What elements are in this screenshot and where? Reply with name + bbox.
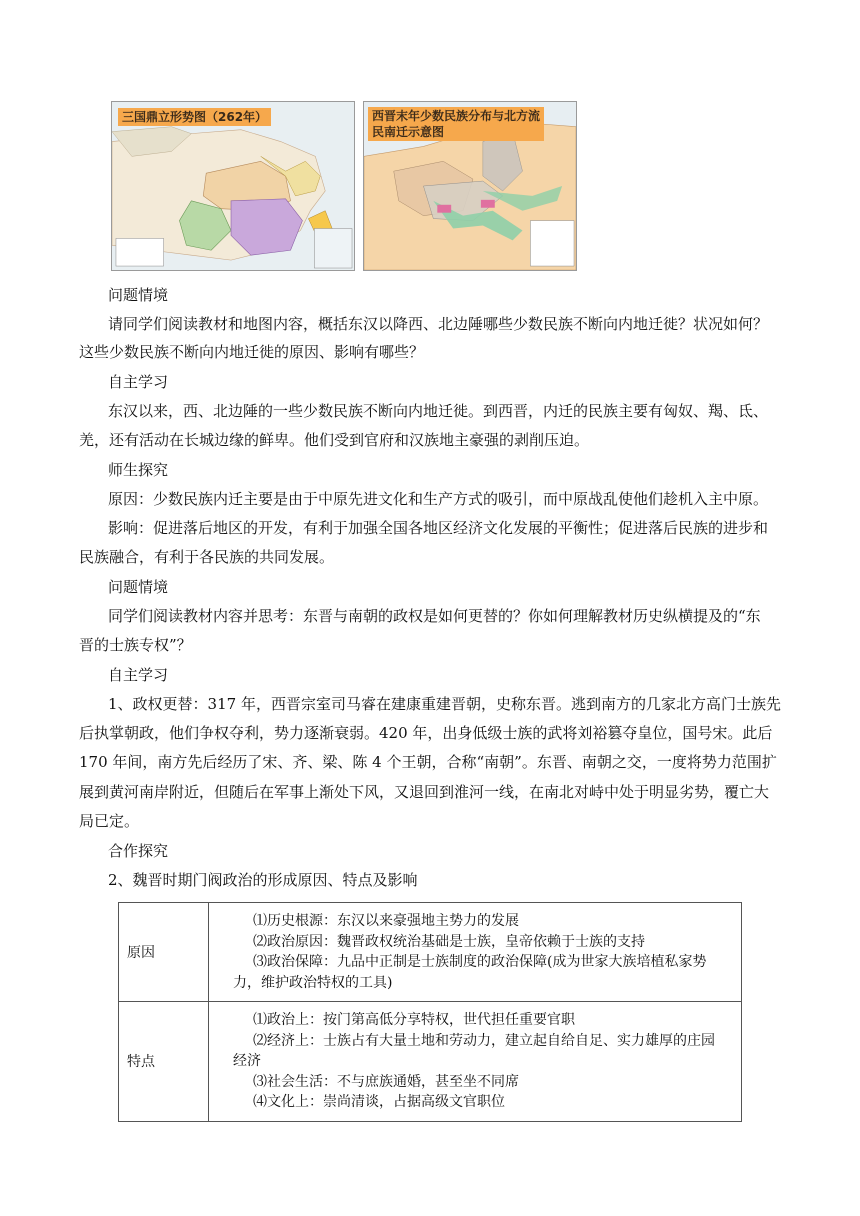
table-line: 力，维护政治特权的工具)	[233, 974, 393, 991]
paragraph: 这些少数民族不断向内地迁徙的原因、影响有哪些？	[79, 343, 425, 361]
section-heading: 问题情境	[108, 578, 169, 596]
section-heading: 问题情境	[108, 286, 169, 304]
paragraph: 原因：少数民族内迁主要是由于中原先进文化和生产方式的吸引，而中原战乱使他们趁机入主中原。	[108, 490, 769, 508]
paragraph: 请同学们阅读教材和地图内容，概括东汉以降西、北边陲哪些少数民族不断向内地迁徙？状况如何？	[108, 315, 769, 333]
gate-politics-table	[118, 902, 742, 1122]
paragraph: 东汉以来，西、北边陲的一些少数民族不断向内地迁徙。到西晋，内迁的民族主要有匈奴、羯、氐、	[108, 402, 769, 420]
paragraph: 晋的士族专权”？	[79, 636, 192, 654]
paragraph: 影响：促进落后地区的开发，有利于加强全国各地区经济文化发展的平衡性；促进落后民族的进步和	[108, 519, 769, 537]
table-row	[119, 1002, 742, 1122]
table-line: ⑶政治保障：九品中正制是士族制度的政治保障(成为世家大族培植私家势	[253, 954, 707, 970]
paragraph: 1、政权更替：317 年，西晋宗室司马睿在建康重建晋朝，史称东晋。逃到南方的几家北方高门士族先	[108, 695, 781, 713]
table-line: ⑵经济上：士族占有大量土地和劳动力，建立起自给自足、实力雄厚的庄园	[253, 1032, 715, 1049]
table-line: ⑷文化上：崇尚清谈，占据高级文官职位	[253, 1094, 505, 1110]
row-header-feature: 特点	[119, 1002, 209, 1122]
row-header-cause: 原因	[119, 903, 209, 1002]
cause-cell	[209, 903, 742, 1002]
paragraph: 局已定。	[79, 812, 140, 830]
section-heading: 2、魏晋时期门阀政治的形成原因、特点及影响	[108, 871, 418, 889]
paragraph: 民族融合，有利于各民族的共同发展。	[79, 548, 335, 566]
map1-title: 三国鼎立形势图（262年）	[118, 108, 271, 126]
feature-cell	[209, 1002, 742, 1122]
three-kingdoms-map	[111, 101, 355, 271]
paragraph: 后执掌朝政，他们争权夺利，势力逐渐衰弱。420 年，出身低级士族的武将刘裕篡夺皇位，国号宋。此后	[79, 724, 773, 742]
table-line: ⑵政治原因：魏晋政权统治基础是士族，皇帝依赖于士族的支持	[253, 933, 645, 950]
section-heading: 自主学习	[108, 373, 169, 391]
paragraph: 展到黄河南岸附近，但随后在军事上渐处下风，又退回到淮河一线，在南北对峙中处于明显劣势，覆亡大	[79, 783, 770, 801]
table-line: ⑴政治上：按门第高低分享特权，世代担任重要官职	[253, 1012, 575, 1028]
table-line: 经济	[233, 1053, 261, 1069]
three-kingdoms-map-graphic	[112, 102, 354, 270]
table-line: ⑶社会生活：不与庶族通婚，甚至坐不同席	[253, 1073, 519, 1090]
section-heading: 合作探究	[108, 842, 169, 860]
map-images	[111, 101, 577, 271]
section-heading: 自主学习	[108, 666, 169, 684]
paragraph: 羌，还有活动在长城边缘的鲜卑。他们受到官府和汉族地主豪强的剥削压迫。	[79, 431, 590, 449]
table-line: ⑴历史根源：东汉以来豪强地主势力的发展	[253, 913, 519, 929]
western-jin-migration-map	[363, 101, 577, 271]
paragraph: 170 年间，南方先后经历了宋、齐、梁、陈 4 个王朝，合称“南朝”。东晋、南朝之交，一度将势力范围扩	[79, 753, 777, 771]
map2-title: 西晋末年少数民族分布与北方流民南迁示意图	[368, 107, 544, 141]
section-heading: 师生探究	[108, 461, 169, 479]
paragraph: 同学们阅读教材内容并思考：东晋与南朝的政权是如何更替的？你如何理解教材历史纵横提及的“东	[108, 607, 761, 625]
table-row	[119, 903, 742, 1002]
